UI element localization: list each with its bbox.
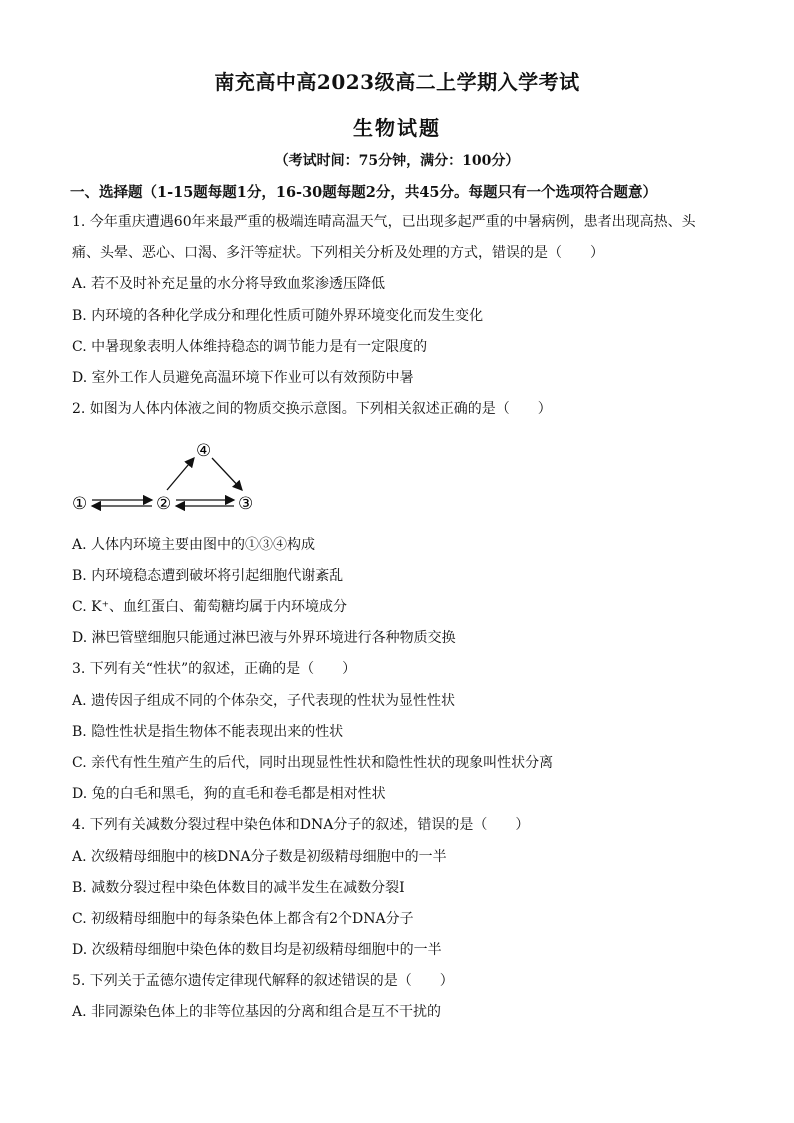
question-5-option-a: A. 非同源染色体上的非等位基因的分离和组合是互不干扰的 — [72, 1004, 442, 1020]
exam-title: 南充高中高2023级高二上学期入学考试 — [214, 70, 580, 94]
diagram-node-3: ③ — [238, 494, 254, 514]
question-4-option-c: C. 初级精母细胞中的每条染色体上都含有2个DNA分子 — [72, 911, 414, 927]
question-2-option-b: B. 内环境稳态遭到破坏将引起细胞代谢紊乱 — [72, 568, 344, 584]
question-2-option-a: A. 人体内环境主要由图中的①③④构成 — [72, 537, 316, 553]
question-3-stem: 3. 下列有关“性状”的叙述，正确的是（ ） — [72, 661, 357, 677]
question-3-option-b: B. 隐性性状是指生物体不能表现出来的性状 — [72, 724, 344, 740]
arrow-4-to-3 — [212, 458, 242, 490]
question-1-stem-line2: 痛、头晕、恶心、口渴、多汗等症状。下列相关分析及处理的方式，错误的是（ ） — [72, 245, 604, 261]
body-fluid-exchange-diagram — [70, 438, 270, 518]
question-5-stem: 5. 下列关于孟德尔遗传定律现代解释的叙述错误的是（ ） — [72, 973, 454, 989]
question-4-option-a: A. 次级精母细胞中的核DNA分子数是初级精母细胞中的一半 — [72, 849, 447, 865]
question-3-option-d: D. 兔的白毛和黑毛，狗的直毛和卷毛都是相对性状 — [72, 786, 386, 802]
question-3-option-a: A. 遗传因子组成不同的个体杂交，子代表现的性状为显性性状 — [72, 693, 456, 709]
question-2-option-d: D. 淋巴管壁细胞只能通过淋巴液与外界环境进行各种物质交换 — [72, 630, 456, 646]
question-1-option-b: B. 内环境的各种化学成分和理化性质可随外界环境变化而发生变化 — [72, 308, 484, 324]
question-4-option-d: D. 次级精母细胞中染色体的数目均是初级精母细胞中的一半 — [72, 942, 442, 958]
section-heading: 一、选择题（1-15题每题1分，16-30题每题2分，共45分。每题只有一个选项符合题意） — [70, 184, 658, 201]
question-2-option-c: C. K⁺、血红蛋白、葡萄糖均属于内环境成分 — [72, 599, 347, 615]
subject-title: 生物试题 — [353, 116, 441, 140]
question-1-option-c: C. 中暑现象表明人体维持稳态的调节能力是有一定限度的 — [72, 339, 428, 355]
question-1-option-d: D. 室外工作人员避免高温环境下作业可以有效预防中暑 — [72, 370, 414, 386]
question-4-option-b: B. 减数分裂过程中染色体数目的减半发生在减数分裂Ⅰ — [72, 880, 405, 896]
question-4-stem: 4. 下列有关减数分裂过程中染色体和DNA分子的叙述，错误的是（ ） — [72, 817, 530, 833]
question-3-option-c: C. 亲代有性生殖产生的后代，同时出现显性性状和隐性性状的现象叫性状分离 — [72, 755, 554, 771]
question-2-stem: 2. 如图为人体内体液之间的物质交换示意图。下列相关叙述正确的是（ ） — [72, 401, 552, 417]
diagram-node-4: ④ — [196, 441, 212, 461]
diagram-node-2: ② — [156, 494, 172, 514]
question-1-option-a: A. 若不及时补充足量的水分将导致血浆渗透压降低 — [72, 276, 386, 292]
question-1-stem-line1: 1. 今年重庆遭遇60年来最严重的极端连晴高温天气，已出现多起严重的中暑病例，患者出现高热、头 — [72, 214, 696, 230]
exam-info: （考试时间：75分钟，满分：100分） — [274, 153, 520, 169]
arrow-2-to-4 — [167, 458, 194, 490]
diagram-node-1: ① — [72, 494, 88, 514]
